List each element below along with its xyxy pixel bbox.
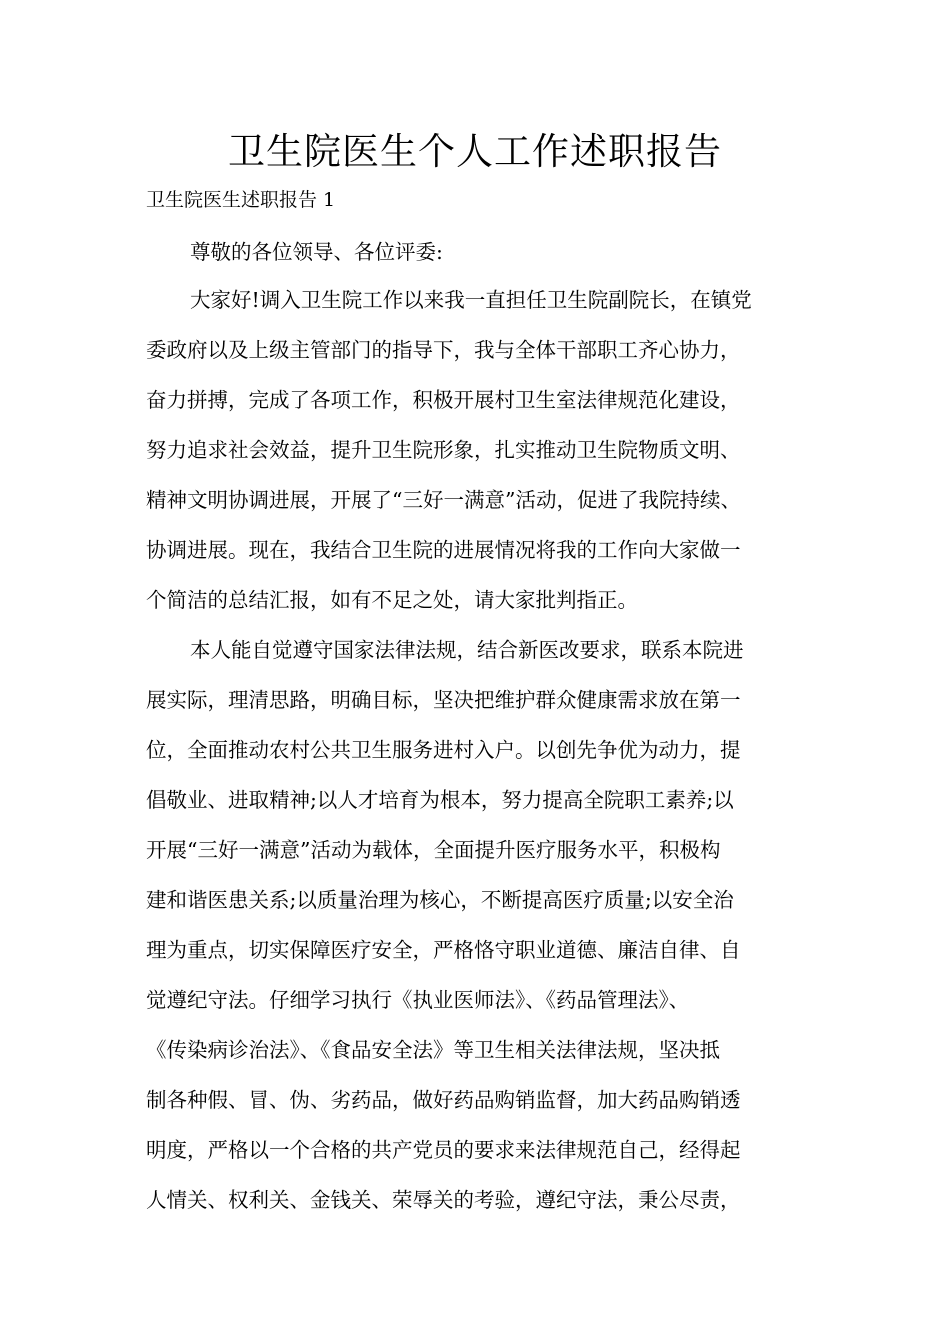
paragraph-line: 努力追求社会效益，提升卫生院形象，扎实推动卫生院物质文明、 (146, 438, 741, 462)
paragraph-line: 建和谐医患关系;以质量治理为核心，不断提高医疗质量;以安全治 (146, 888, 734, 912)
paragraph-line: 个简洁的总结汇报，如有不足之处，请大家批判指正。 (146, 588, 638, 612)
salutation-line: 尊敬的各位领导、各位评委: (190, 240, 443, 264)
paragraph-line: 委政府以及上级主管部门的指导下，我与全体干部职工齐心协力， (146, 338, 741, 362)
paragraph-line: 精神文明协调进展，开展了“三好一满意”活动，促进了我院持续、 (146, 488, 741, 512)
paragraph-line: 大家好!调入卫生院工作以来我一直担任卫生院副院长，在镇党 (190, 288, 752, 312)
paragraph-line: 《传染病诊治法》、《食品安全法》等卫生相关法律法规，坚决抵 (146, 1038, 720, 1062)
paragraph-line: 开展“三好一满意”活动为载体，全面提升医疗服务水平，积极构 (146, 838, 721, 862)
paragraph-line: 协调进展。现在，我结合卫生院的进展情况将我的工作向大家做一 (146, 538, 741, 562)
paragraph-line: 倡敬业、进取精神;以人才培育为根本，努力提高全院职工素养;以 (146, 788, 734, 812)
paragraph-line: 奋力拼搏，完成了各项工作，积极开展村卫生室法律规范化建设， (146, 388, 741, 412)
paragraph-line: 制各种假、冒、伪、劣药品，做好药品购销监督，加大药品购销透 (146, 1088, 741, 1112)
document-subtitle: 卫生院医生述职报告 1 (146, 189, 336, 211)
paragraph-line: 明度，严格以一个合格的共产党员的要求来法律规范自己，经得起 (146, 1138, 741, 1162)
paragraph-line: 人情关、权利关、金钱关、荣辱关的考验，遵纪守法，秉公尽责， (146, 1188, 741, 1212)
paragraph-line: 理为重点，切实保障医疗安全，严格恪守职业道德、廉洁自律、自 (146, 938, 741, 962)
paragraph-line: 觉遵纪守法。仔细学习执行《执业医师法》、《药品管理法》、 (146, 988, 690, 1012)
document-title: 卫生院医生个人工作述职报告 (228, 130, 722, 173)
paragraph-line: 展实际，理清思路，明确目标，坚决把维护群众健康需求放在第一 (146, 688, 741, 712)
paragraph-line: 位，全面推动农村公共卫生服务进村入户。以创先争优为动力，提 (146, 738, 741, 762)
paragraph-line: 本人能自觉遵守国家法律法规，结合新医改要求，联系本院进 (190, 638, 744, 662)
